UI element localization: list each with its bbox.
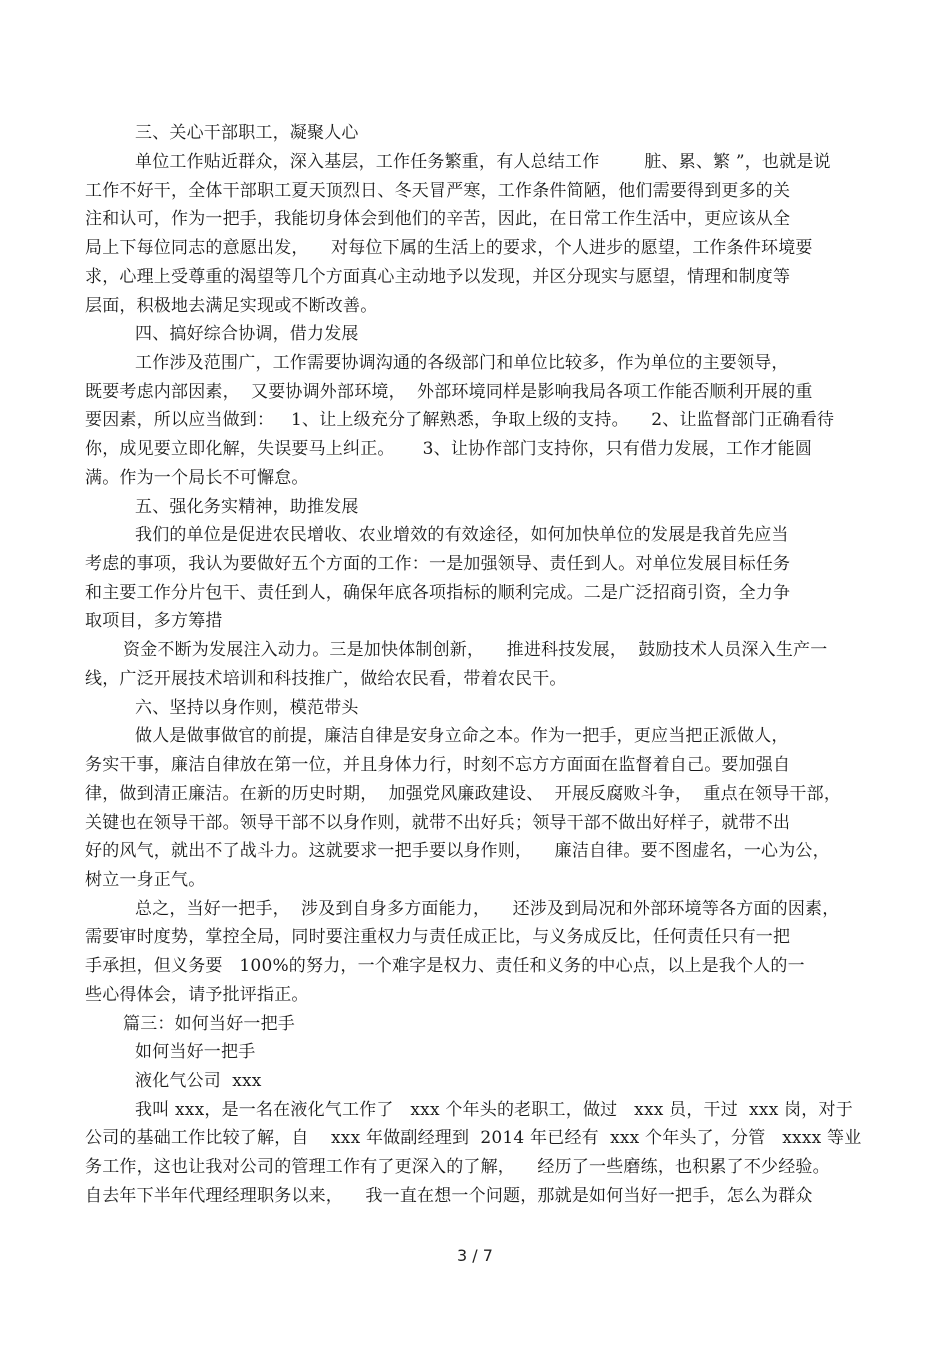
paragraph-line: 线，广泛开展技术培训和科技推广，做给农民看，带着农民干。	[85, 669, 567, 689]
paragraph-line: 取项目，多方筹措	[85, 611, 223, 631]
paragraph-line: 务工作，这也让我对公司的管理工作有了更深入的了解， 经历了一些磨练，也积累了不少经验。	[85, 1157, 830, 1177]
paragraph-line: 树立一身正气。	[85, 870, 206, 890]
article-heading: 篇三：如何当好一把手	[123, 1014, 295, 1034]
paragraph-line: 求，心理上受尊重的渴望等几个方面真心主动地予以发现，并区分现实与愿望，情理和制度等	[85, 267, 791, 287]
paragraph-line: 律，做到清正廉洁。在新的历史时期， 加强党风廉政建设、 开展反腐败斗争， 重点在领导干部，	[85, 784, 842, 804]
article-title: 如何当好一把手	[135, 1042, 256, 1062]
section-heading-6: 六、坚持以身作则，模范带头	[135, 698, 359, 718]
paragraph-line: 要因素，所以应当做到： 1、让上级充分了解熟悉，争取上级的支持。 2、让监督部门正确看待	[85, 410, 835, 430]
paragraph-line: 工作涉及范围广，工作需要协调沟通的各级部门和单位比较多，作为单位的主要领导，	[135, 353, 789, 373]
paragraph-line: 总之，当好一把手， 涉及到自身多方面能力， 还涉及到局况和外部环境等各方面的因素，	[135, 899, 840, 919]
paragraph-line: 手承担，但义务要 100%的努力，一个难字是权力、责任和义务的中心点，以上是我个人的一	[85, 956, 805, 976]
paragraph-line: 好的风气，就出不了战斗力。这就要求一把手要以身作则， 廉洁自律。要不图虚名，一心为公，	[85, 841, 830, 861]
paragraph-line: 资金不断为发展注入动力。三是加快体制创新， 推进科技发展， 鼓励技术人员深入生产一	[123, 640, 828, 660]
paragraph-line: 考虑的事项，我认为要做好五个方面的工作：一是加强领导、责任到人。对单位发展目标任务	[85, 554, 791, 574]
paragraph-line: 做人是做事做官的前提，廉洁自律是安身立命之本。作为一把手，更应当把正派做人，	[135, 726, 789, 746]
paragraph-line: 注和认可，作为一把手，我能切身体会到他们的辛苦，因此，在日常工作生活中，更应该从全	[85, 209, 791, 229]
paragraph-line: 单位工作贴近群众，深入基层，工作任务繁重，有人总结工作 脏、累、繁 ”，也就是说	[135, 152, 831, 172]
paragraph-line: 和主要工作分片包干、责任到人，确保年底各项指标的顺利完成。二是广泛招商引资，全力争	[85, 583, 791, 603]
paragraph-line: 关键也在领导干部。领导干部不以身作则，就带不出好兵；领导干部不做出好样子，就带不出	[85, 813, 791, 833]
page-number: 3 / 7	[457, 1246, 493, 1265]
paragraph-line: 你，成见要立即化解，失误要马上纠正。 3、让协作部门支持你，只有借力发展，工作才能圆	[85, 439, 813, 459]
section-heading-5: 五、强化务实精神，助推发展	[135, 497, 359, 517]
paragraph-line: 我叫 xxx，是一名在液化气工作了 xxx 个年头的老职工，做过 xxx 员，干过 xxx 岗，对于	[135, 1100, 853, 1120]
paragraph-line: 自去年下半年代理经理职务以来， 我一直在想一个问题，那就是如何当好一把手，怎么为群众	[85, 1186, 813, 1206]
paragraph-line: 局上下每位同志的意愿出发， 对每位下属的生活上的要求，个人进步的愿望，工作条件环境要	[85, 238, 813, 258]
paragraph-line: 我们的单位是促进农民增收、农业增效的有效途径，如何加快单位的发展是我首先应当	[135, 525, 789, 545]
section-heading-4: 四、搞好综合协调，借力发展	[135, 324, 359, 344]
paragraph-line: 些心得体会，请予批评指正。	[85, 985, 309, 1005]
paragraph-line: 工作不好干，全体干部职工夏天顶烈日、冬天冒严寒，工作条件简陋，他们需要得到更多的关	[85, 181, 791, 201]
paragraph-line: 既要考虑内部因素， 又要协调外部环境， 外部环境同样是影响我局各项工作能否顺利开展的重	[85, 382, 813, 402]
section-heading-3: 三、关心干部职工，凝聚人心	[135, 123, 359, 143]
article-author: 液化气公司 xxx	[135, 1071, 262, 1091]
paragraph-line: 层面，积极地去满足实现或不断改善。	[85, 296, 378, 316]
paragraph-line: 务实干事，廉洁自律放在第一位，并且身体力行，时刻不忘方方面面在监督着自己。要加强自	[85, 755, 791, 775]
paragraph-line: 满。作为一个局长不可懈怠。	[85, 468, 309, 488]
paragraph-line: 公司的基础工作比较了解，自 xxx 年做副经理到 2014 年已经有 xxx 个年头了，分管 xxxx 等业	[85, 1128, 862, 1148]
paragraph-line: 需要审时度势，掌控全局，同时要注重权力与责任成正比，与义务成反比，任何责任只有一把	[85, 927, 791, 947]
